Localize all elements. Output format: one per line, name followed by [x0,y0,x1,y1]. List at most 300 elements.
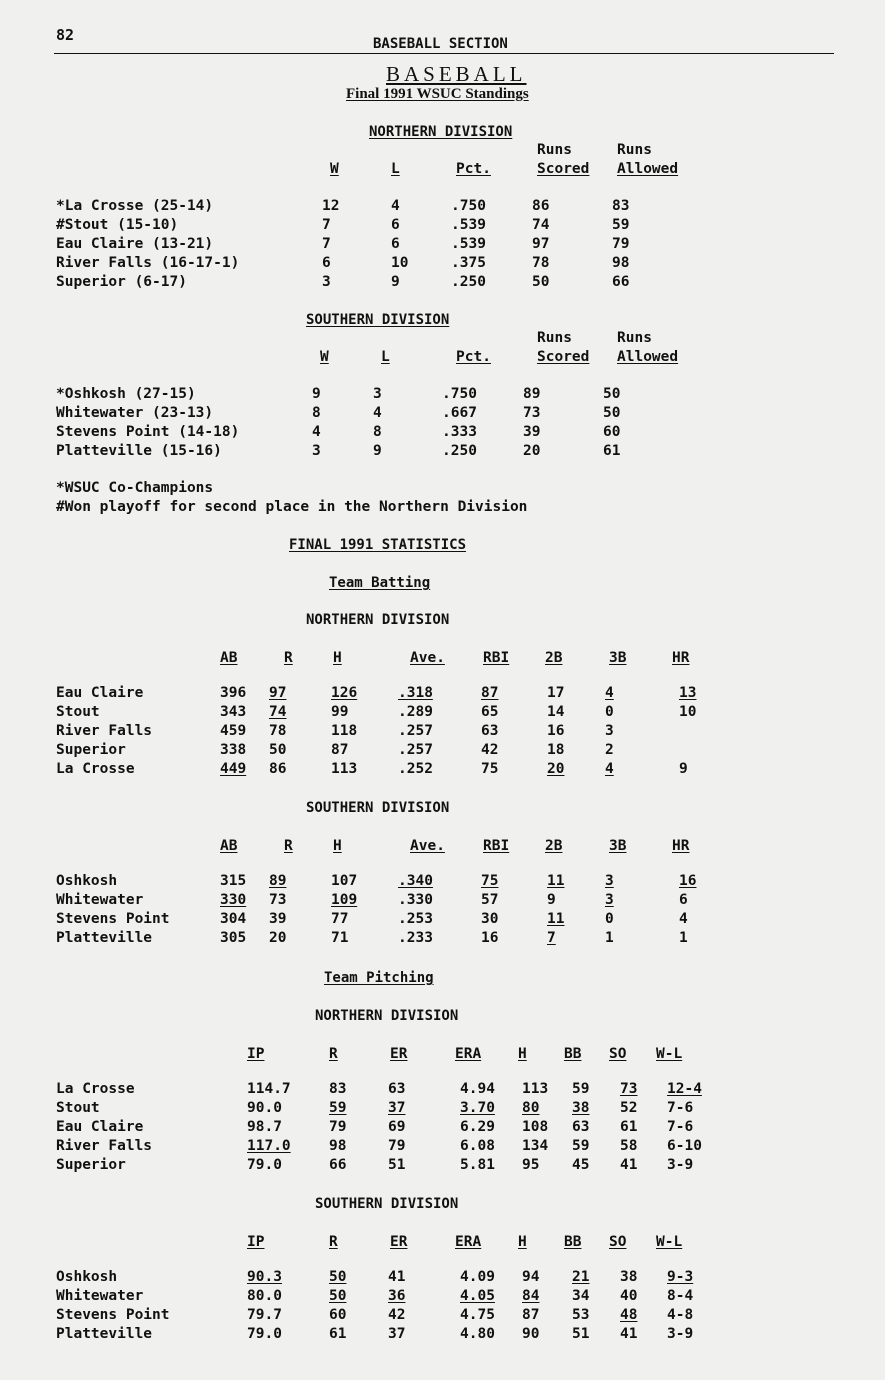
stat-cell: 38 [620,1269,638,1285]
team-name-cell: Stout [56,1100,100,1116]
stat-cell: 79.0 [247,1326,282,1342]
stat-cell: 42 [481,742,499,758]
stat-cell: 9 [391,274,400,290]
standings-south-allowed-header: Allowed [617,349,679,365]
stat-cell: 39 [269,911,287,927]
stat-cell: 11 [547,873,565,889]
batting-north-heading: NORTHERN DIVISION [306,612,450,628]
stat-cell: 89 [269,873,287,889]
stat-cell: 66 [612,274,630,290]
stat-cell: 338 [220,742,247,758]
stat-cell: 6-10 [667,1138,702,1154]
standings-north-runs-label: Runs [537,142,572,158]
stat-cell: 126 [331,685,358,701]
stat-cell: 7 [547,930,556,946]
stat-cell: 87 [522,1307,540,1323]
stat-cell: 6.29 [460,1119,495,1135]
column-header: BB [564,1234,582,1250]
stat-cell: 73 [523,405,541,421]
team-name-cell: Superior [56,1157,126,1173]
table-row [56,254,672,273]
standings-north-l-header: L [391,161,400,177]
stat-cell: 50 [329,1288,347,1304]
stat-cell: 51 [572,1326,590,1342]
stat-cell: 90.3 [247,1269,282,1285]
stat-cell: 4 [391,198,400,214]
pitching-heading: Team Pitching [324,970,434,986]
table-row [56,1306,727,1325]
column-header: HR [672,650,690,666]
stat-cell: 86 [532,198,550,214]
stat-cell: 66 [329,1157,347,1173]
stat-cell: .318 [398,685,433,701]
stat-cell: 449 [220,761,247,777]
stat-cell: 38 [572,1100,590,1116]
stat-cell: 109 [331,892,358,908]
team-name-cell: Oshkosh [56,1269,118,1285]
team-name-cell: Stevens Point (14-18) [56,424,240,440]
table-row [56,1137,727,1156]
column-header: H [333,838,342,854]
team-name-cell: #Stout (15-10) [56,217,179,233]
stat-cell: 69 [388,1119,406,1135]
stat-cell: 1 [679,930,688,946]
pitching-north-heading: NORTHERN DIVISION [315,1008,459,1024]
stat-cell: 42 [388,1307,406,1323]
column-header: 3B [609,838,627,854]
stat-cell: 6 [391,236,400,252]
stat-cell: 79 [388,1138,406,1154]
stat-cell: 41 [388,1269,406,1285]
stat-cell: 57 [481,892,499,908]
stat-cell: 21 [572,1269,590,1285]
stat-cell: 4 [679,911,688,927]
stat-cell: 134 [522,1138,549,1154]
table-row [56,891,719,910]
stat-cell: .330 [398,892,433,908]
stat-cell: 5.81 [460,1157,495,1173]
stat-cell: 396 [220,685,247,701]
stat-cell: 74 [532,217,550,233]
stat-cell: 78 [269,723,287,739]
stat-cell: 73 [269,892,287,908]
stat-cell: 10 [391,255,409,271]
column-header: ER [390,1234,408,1250]
column-header: RBI [483,650,510,666]
stat-cell: 97 [532,236,550,252]
column-header: H [518,1046,527,1062]
stat-cell: 79 [612,236,630,252]
column-header: HR [672,838,690,854]
column-header: W-L [656,1046,683,1062]
stat-cell: 95 [522,1157,540,1173]
stat-cell [679,741,719,760]
stat-cell: 3 [605,873,614,889]
column-header: R [284,650,293,666]
stat-cell: 1 [605,930,614,946]
stat-cell: 50 [269,742,287,758]
column-header: Ave. [410,650,445,666]
stat-cell: 4.94 [460,1081,495,1097]
stat-cell: 18 [547,742,565,758]
standings-south-pct-header: Pct. [456,349,491,365]
table-row [56,1325,727,1344]
stat-cell: 16 [481,930,499,946]
stat-cell: 99 [331,704,349,720]
stat-cell: 118 [331,723,358,739]
stat-cell: 61 [329,1326,347,1342]
stat-cell: 84 [522,1288,540,1304]
table-row [56,235,672,254]
team-name-cell: Platteville (15-16) [56,443,222,459]
table-row [56,442,663,461]
team-name-cell: La Crosse [56,1081,135,1097]
stat-cell: 41 [620,1326,638,1342]
stat-cell: 50 [329,1269,347,1285]
stat-cell: 305 [220,930,247,946]
stat-cell: 41 [620,1157,638,1173]
team-name-cell: Whitewater (23-13) [56,405,214,421]
pitching-south-table [56,1268,727,1344]
stat-cell: 50 [603,405,621,421]
pitching-south-heading: SOUTHERN DIVISION [315,1196,459,1212]
stat-cell: .257 [398,742,433,758]
stat-cell: 98 [612,255,630,271]
stat-cell: 3 [373,386,382,402]
stat-cell: 80 [522,1100,540,1116]
column-header: ERA [455,1234,482,1250]
stat-cell: 4.05 [460,1288,495,1304]
stat-cell: 12 [322,198,340,214]
column-header: Ave. [410,838,445,854]
stat-cell: 4 [373,405,382,421]
stat-cell: 37 [388,1100,406,1116]
table-row [56,1287,727,1306]
stat-cell: 20 [523,443,541,459]
stat-cell: 107 [331,873,358,889]
batting-heading: Team Batting [329,575,431,591]
standings-north-table [56,197,672,292]
batting-south-heading: SOUTHERN DIVISION [306,800,450,816]
stat-cell: 113 [331,761,358,777]
table-row [56,1268,727,1287]
stat-cell: 53 [572,1307,590,1323]
standings-south-w-header: W [320,349,329,365]
stat-cell: .539 [451,236,486,252]
column-header: 3B [609,650,627,666]
stat-cell: 16 [547,723,565,739]
stat-cell: 9 [373,443,382,459]
team-name-cell: Platteville [56,930,153,946]
column-header: H [518,1234,527,1250]
stat-cell: 7-6 [667,1100,694,1116]
table-row [56,216,672,235]
stat-cell: 59 [572,1081,590,1097]
stat-cell: 12-4 [667,1081,702,1097]
team-name-cell: River Falls [56,1138,153,1154]
table-row [56,385,663,404]
table-row [56,1080,727,1099]
stat-cell: 3 [605,892,614,908]
standings-north-heading: NORTHERN DIVISION [369,124,513,140]
page-title: BASEBALL [386,62,527,86]
standings-north-scored-header: Scored [537,161,590,177]
stat-cell: 304 [220,911,247,927]
stat-cell: .253 [398,911,433,927]
stat-cell: 17 [547,685,565,701]
stat-cell: 11 [547,911,565,927]
stat-cell: 117.0 [247,1138,291,1154]
column-header: ERA [455,1046,482,1062]
column-header: W-L [656,1234,683,1250]
stat-cell: 83 [612,198,630,214]
column-header: RBI [483,838,510,854]
standings-south-runs-label: Runs [617,330,652,346]
table-row [56,1118,727,1137]
column-header: ER [390,1046,408,1062]
team-name-cell: Stevens Point [56,1307,170,1323]
team-name-cell: Superior (6-17) [56,274,187,290]
stat-cell: 7 [322,217,331,233]
stat-cell: 108 [522,1119,549,1135]
stat-cell: .539 [451,217,486,233]
stat-cell: 30 [481,911,499,927]
stat-cell: 89 [523,386,541,402]
header-rule [54,53,834,54]
column-header: IP [247,1046,265,1062]
stat-cell: 9 [679,761,688,777]
stat-cell: .233 [398,930,433,946]
stat-cell: 6 [679,892,688,908]
stat-cell: 8 [312,405,321,421]
standings-north-w-header: W [330,161,339,177]
table-row [56,910,719,929]
stat-cell: 4.80 [460,1326,495,1342]
stat-cell: 37 [388,1326,406,1342]
stat-cell: 4 [312,424,321,440]
stat-cell: 79.7 [247,1307,282,1323]
stat-cell: 330 [220,892,247,908]
stat-cell: .289 [398,704,433,720]
standings-south-runs-label: Runs [537,330,572,346]
stat-cell: 73 [620,1081,638,1097]
stat-cell: 8-4 [667,1288,694,1304]
table-row [56,404,663,423]
footnote-co-champions: *WSUC Co-Champions [56,480,214,496]
team-name-cell: Stevens Point [56,911,170,927]
pitching-north-table [56,1080,727,1175]
stat-cell: 78 [532,255,550,271]
stat-cell: 114.7 [247,1081,291,1097]
stat-cell: 61 [603,443,621,459]
standings-north-runs-label: Runs [617,142,652,158]
stat-cell: 16 [679,873,697,889]
stat-cell: 343 [220,704,247,720]
team-name-cell: Eau Claire (13-21) [56,236,214,252]
stat-cell: 63 [388,1081,406,1097]
stat-cell: .333 [442,424,477,440]
column-header: 2B [545,838,563,854]
stat-cell: 8 [373,424,382,440]
stat-cell: 75 [481,761,499,777]
batting-north-table [56,684,719,779]
stat-cell: .750 [451,198,486,214]
stat-cell: 20 [547,761,565,777]
stat-cell: 20 [269,930,287,946]
column-header: IP [247,1234,265,1250]
stat-cell: 52 [620,1100,638,1116]
stat-cell: 98 [329,1138,347,1154]
table-row [56,872,719,891]
stat-cell: 4-8 [667,1307,694,1323]
stat-cell: 4 [605,685,614,701]
stat-cell: 34 [572,1288,590,1304]
column-header: R [329,1046,338,1062]
stat-cell: 10 [679,704,697,720]
stat-cell: 83 [329,1081,347,1097]
stat-cell: 3-9 [667,1157,694,1173]
team-name-cell: Eau Claire [56,1119,144,1135]
table-row [56,273,672,292]
standings-south-scored-header: Scored [537,349,590,365]
page-number: 82 [56,26,75,44]
statistics-title: FINAL 1991 STATISTICS [289,537,467,553]
stat-cell: 63 [481,723,499,739]
stat-cell: 51 [388,1157,406,1173]
stat-cell: .667 [442,405,477,421]
column-header: BB [564,1046,582,1062]
stat-cell: 4 [605,761,614,777]
stat-cell: 97 [269,685,287,701]
column-header: H [333,650,342,666]
table-row [56,760,719,779]
column-header: AB [220,650,238,666]
standings-south-table [56,385,663,461]
stat-cell: 315 [220,873,247,889]
column-header: R [329,1234,338,1250]
stat-cell: 39 [523,424,541,440]
table-row [56,1156,727,1175]
stat-cell: 86 [269,761,287,777]
stat-cell: 14 [547,704,565,720]
team-name-cell: *La Crosse (25-14) [56,198,214,214]
stat-cell: 60 [603,424,621,440]
column-header: SO [609,1046,627,1062]
section-header: BASEBALL SECTION [373,36,508,52]
stat-cell: 7 [322,236,331,252]
column-header: R [284,838,293,854]
team-name-cell: River Falls [56,723,153,739]
stat-cell: 77 [331,911,349,927]
stat-cell: 0 [605,911,614,927]
stat-cell: 3 [312,443,321,459]
stat-cell: 71 [331,930,349,946]
stat-cell: 4.75 [460,1307,495,1323]
stat-cell: 58 [620,1138,638,1154]
stat-cell: 3 [322,274,331,290]
table-row [56,929,719,948]
stat-cell: 59 [329,1100,347,1116]
stat-cell: 79.0 [247,1157,282,1173]
stat-cell: 50 [603,386,621,402]
stat-cell: 36 [388,1288,406,1304]
standings-south-heading: SOUTHERN DIVISION [306,312,450,328]
stat-cell: .340 [398,873,433,889]
stat-cell: 94 [522,1269,540,1285]
table-row [56,741,719,760]
stat-cell: 87 [331,742,349,758]
stat-cell: 9 [312,386,321,402]
team-name-cell: Stout [56,704,100,720]
stat-cell: 3 [605,723,614,739]
stat-cell: 6.08 [460,1138,495,1154]
stat-cell: 63 [572,1119,590,1135]
stat-cell: 75 [481,873,499,889]
stat-cell: .252 [398,761,433,777]
stat-cell: .750 [442,386,477,402]
stat-cell: 80.0 [247,1288,282,1304]
standings-north-pct-header: Pct. [456,161,491,177]
stat-cell: 9 [547,892,556,908]
stat-cell: .250 [451,274,486,290]
stat-cell: 79 [329,1119,347,1135]
stat-cell: 3.70 [460,1100,495,1116]
team-name-cell: Eau Claire [56,685,144,701]
stat-cell: 90.0 [247,1100,282,1116]
stat-cell: 48 [620,1307,638,1323]
stat-cell: 6 [391,217,400,233]
standings-south-l-header: L [381,349,390,365]
table-row [56,684,719,703]
stat-cell: 4.09 [460,1269,495,1285]
column-header: SO [609,1234,627,1250]
table-row [56,703,719,722]
table-row [56,423,663,442]
stat-cell: 90 [522,1326,540,1342]
footnote-playoff: #Won playoff for second place in the Northern Division [56,499,528,515]
stat-cell: 45 [572,1157,590,1173]
team-name-cell: Oshkosh [56,873,118,889]
table-row [56,197,672,216]
table-row [56,722,719,741]
team-name-cell: River Falls (16-17-1) [56,255,240,271]
team-name-cell: Whitewater [56,1288,144,1304]
stat-cell: 9-3 [667,1269,694,1285]
team-name-cell: *Oshkosh (27-15) [56,386,196,402]
stat-cell: .257 [398,723,433,739]
team-name-cell: La Crosse [56,761,135,777]
stat-cell: 60 [329,1307,347,1323]
team-name-cell: Superior [56,742,126,758]
table-row [56,1099,727,1118]
stat-cell: 13 [679,685,697,701]
stat-cell: 3-9 [667,1326,694,1342]
stat-cell: .375 [451,255,486,271]
team-name-cell: Platteville [56,1326,153,1342]
stat-cell: 0 [605,704,614,720]
stat-cell: 40 [620,1288,638,1304]
stat-cell: 65 [481,704,499,720]
stat-cell: 50 [532,274,550,290]
stat-cell: 113 [522,1081,549,1097]
page-subtitle: Final 1991 WSUC Standings [346,86,529,102]
stat-cell: .250 [442,443,477,459]
stat-cell: 87 [481,685,499,701]
stat-cell: 74 [269,704,287,720]
stat-cell: 61 [620,1119,638,1135]
standings-north-allowed-header: Allowed [617,161,679,177]
stat-cell [679,722,719,741]
